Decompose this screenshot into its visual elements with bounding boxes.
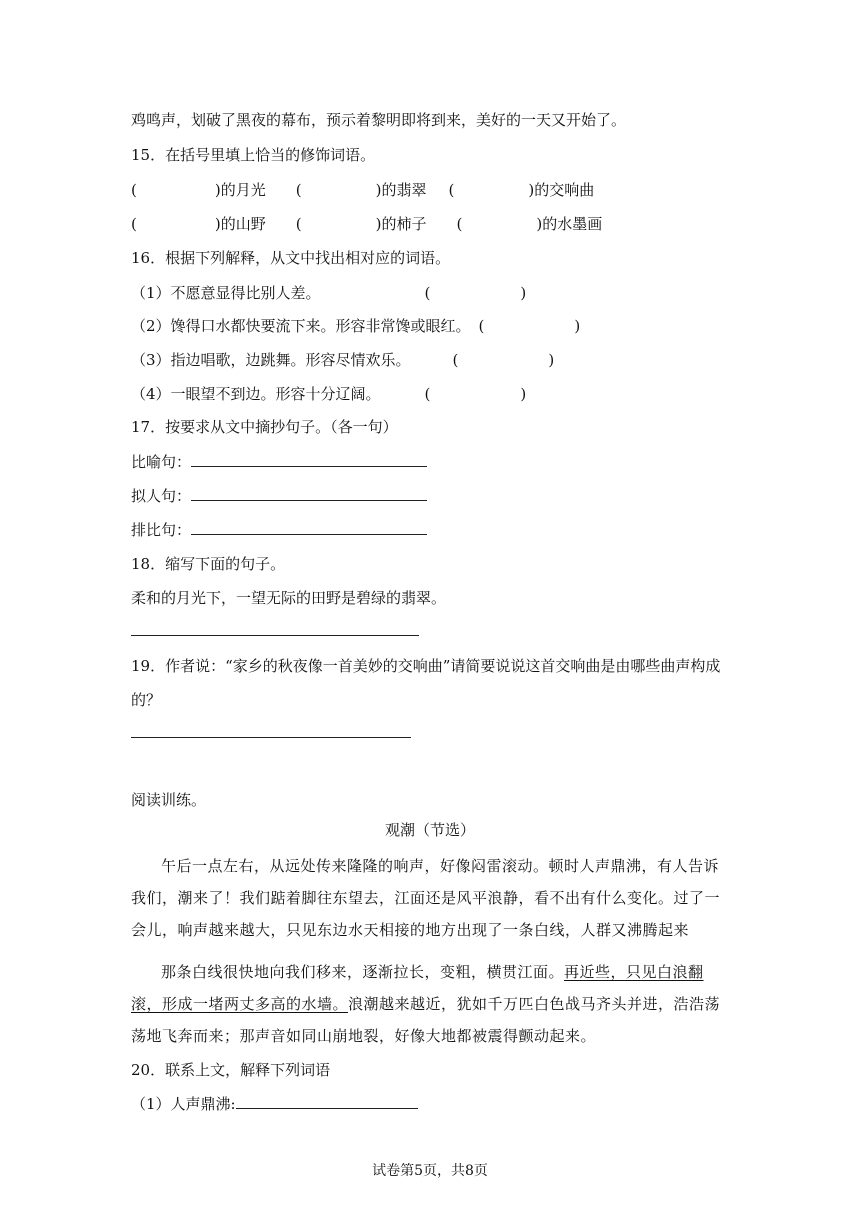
q16-answer-blank[interactable]: ( )	[424, 385, 527, 403]
q15-row-2	[131, 214, 602, 234]
q16-item-3	[131, 350, 554, 370]
q17-label: 拟人句：	[131, 487, 192, 505]
q16-item-text: （4）一眼望不到边。形容十分辽阔。	[131, 385, 381, 403]
passage-paragraph-2	[131, 956, 731, 1052]
q17-simile-row	[131, 452, 427, 472]
q17-answer-line[interactable]	[191, 486, 427, 501]
passage-text: 浪潮越来越近，犹如千万匹白色战马齐头并进，浩浩荡荡地飞奔而来；那声音如同山崩地裂，好像大地都被震得颤动起来。	[131, 995, 721, 1045]
q20-item-text: （1）人声鼎沸:	[131, 1095, 236, 1113]
q15-blank[interactable]: ( )	[448, 181, 535, 199]
q17-prompt: 17．按要求从文中摘抄句子。（各一句）	[131, 418, 398, 436]
q17-answer-line[interactable]	[191, 452, 427, 467]
passage-text: 那条白线很快地向我们移来，逐渐拉长，变粗，横贯江面。	[161, 963, 565, 981]
q18-sentence: 柔和的月光下，一望无际的田野是碧绿的翡翠。	[131, 589, 447, 607]
q15-blank[interactable]: ( )	[131, 215, 221, 233]
q19-prompt-line-2: 的？	[131, 691, 162, 709]
q15-phrase: 的月光	[220, 181, 266, 199]
q16-item-2	[131, 316, 580, 336]
page-footer: 试卷第5页，共8页	[372, 1163, 488, 1179]
q18-prompt: 18．缩写下面的句子。	[131, 555, 286, 573]
q15-phrase: 的翡翠	[381, 181, 427, 199]
passage-paragraph-1: 午后一点左右，从远处传来隆隆的响声，好像闷雷滚动。顿时人声鼎沸，有人告诉我们，潮来了！我们踮着脚往东望去，江面还是风平浪静，看不出有什么变化。过了一会儿，响声越来越大，只见东边水天相接的地方出现了一条白线，人群又沸腾起来	[131, 857, 721, 939]
q15-blank[interactable]: ( )	[295, 215, 382, 233]
reading-heading: 阅读训练。	[131, 791, 207, 809]
q20-prompt: 20．联系上文，解释下列词语	[131, 1061, 331, 1079]
q15-phrase: 的柿子	[381, 215, 427, 233]
q16-prompt: 16．根据下列解释，从文中找出相对应的词语。	[131, 249, 451, 267]
q15-prompt: 15．在括号里填上恰当的修饰词语。	[131, 146, 376, 164]
q20-item-1	[131, 1094, 418, 1114]
q16-answer-blank[interactable]: ( )	[424, 284, 527, 302]
q15-phrase: 的水墨画	[542, 215, 603, 233]
intro-tail-text: 鸡鸣声，划破了黑夜的幕布，预示着黎明即将到来，美好的一天又开始了。	[131, 111, 627, 129]
q15-blank[interactable]: ( )	[295, 181, 382, 199]
q16-item-text: （2）馋得口水都快要流下来。形容非常馋或眼红。	[131, 317, 471, 335]
q20-answer-line[interactable]	[236, 1094, 418, 1109]
q16-item-text: （3）指边唱歌，边跳舞。形容尽情欢乐。	[131, 351, 411, 369]
q19-answer-line[interactable]	[131, 737, 411, 738]
q15-blank[interactable]: ( )	[131, 181, 221, 199]
q18-answer-line[interactable]	[131, 635, 419, 636]
q17-label: 比喻句：	[131, 453, 192, 471]
q15-phrase: 的交响曲	[534, 181, 595, 199]
passage-underlined-sentence: 再近些，只见白浪翻滚，形成一堵两丈多高的水墙。	[131, 963, 704, 1013]
q17-label: 排比句：	[131, 521, 192, 539]
q16-answer-blank[interactable]: ( )	[478, 317, 581, 335]
q16-item-4	[131, 384, 526, 404]
q16-item-text: （1）不愿意显得比别人差。	[131, 284, 321, 302]
q15-phrase: 的山野	[220, 215, 266, 233]
passage-title: 观潮（节选）	[384, 821, 475, 839]
q16-answer-blank[interactable]: ( )	[452, 351, 555, 369]
q15-row-1	[131, 180, 594, 200]
q19-prompt-line-1: 19．作者说：“家乡的秋夜像一首美妙的交响曲”请简要说说这首交响曲是由哪些曲声构成	[131, 657, 721, 675]
q17-personification-row	[131, 486, 427, 506]
q16-item-1	[131, 283, 526, 303]
q17-parallelism-row	[131, 520, 427, 540]
q15-blank[interactable]: ( )	[456, 215, 543, 233]
q17-answer-line[interactable]	[191, 520, 427, 535]
